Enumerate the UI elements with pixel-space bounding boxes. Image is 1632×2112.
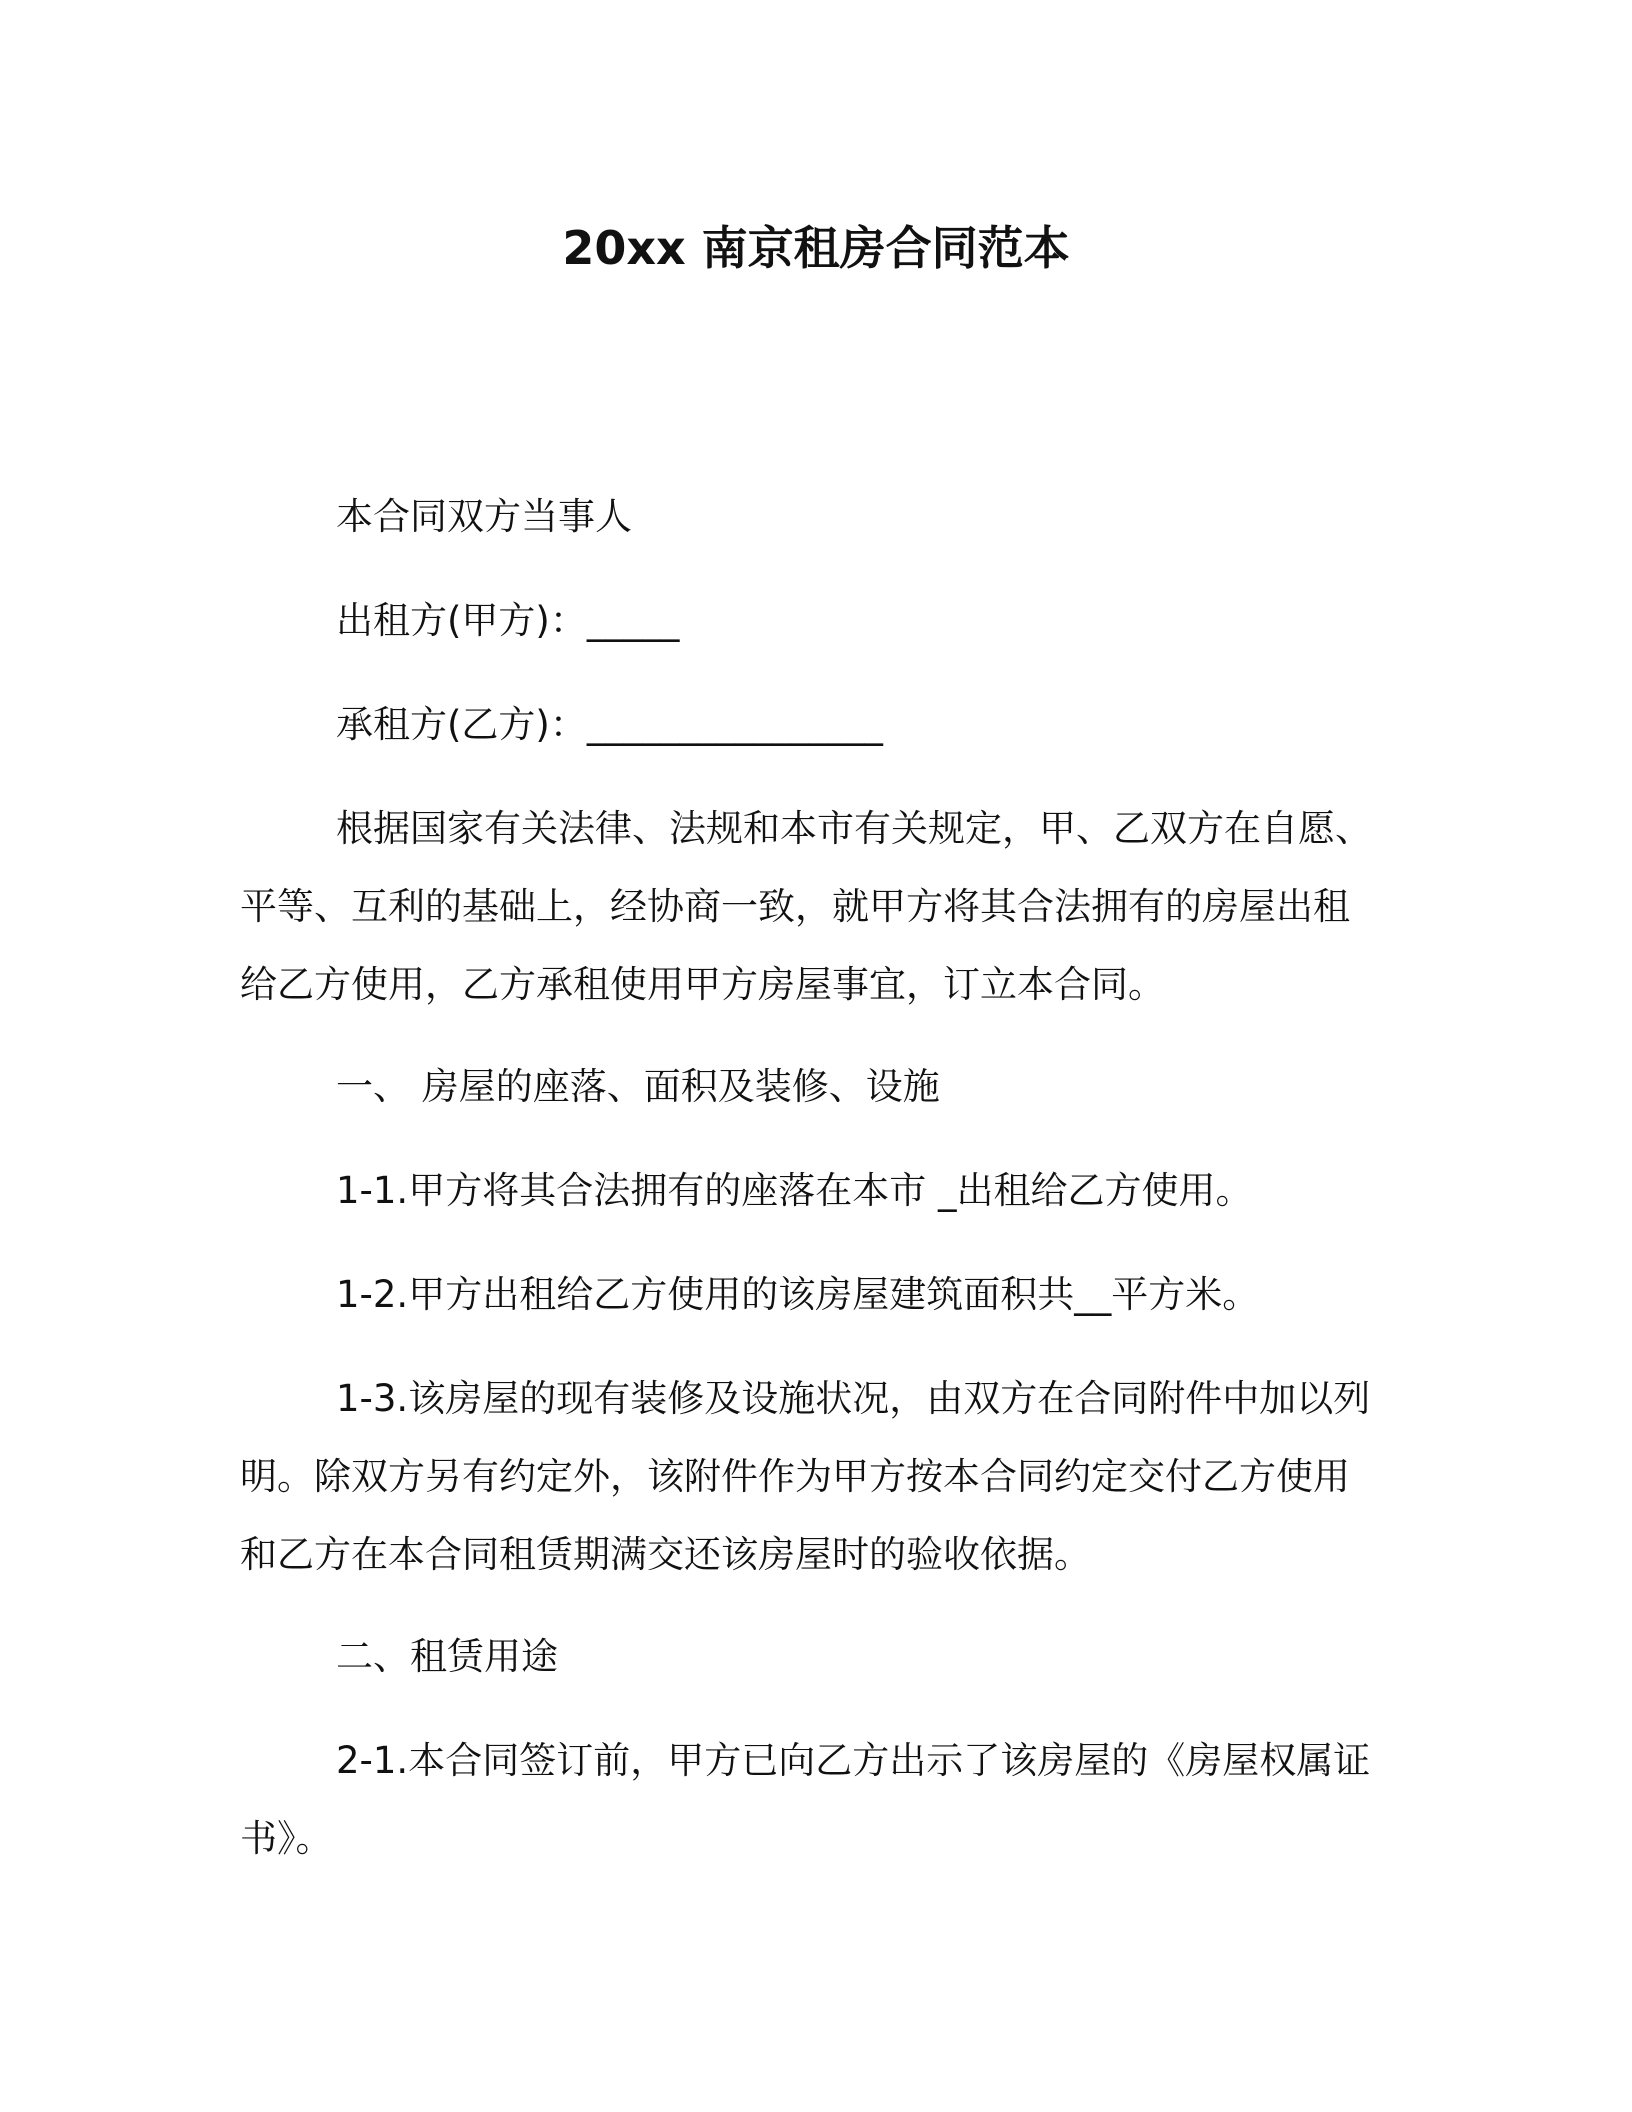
clause-1-3-line-1: 1-3.该房屋的现有装修及设施状况，由双方在合同附件中加以列	[336, 1377, 1371, 1420]
section-2-heading	[240, 1618, 1380, 1696]
document-title: 20xx 南京租房合同范本	[562, 221, 1070, 275]
clause-2-1-line-2: 书》。	[240, 1817, 333, 1860]
intro-line-3: 给乙方使用，乙方承租使用甲方房屋事宜，订立本合同。	[240, 963, 1165, 1006]
clause-1-2	[240, 1256, 1380, 1334]
intro-line-2: 平等、互利的基础上，经协商一致，就甲方将其合法拥有的房屋出租	[240, 885, 1350, 928]
clause-1-3-line-3: 和乙方在本合同租赁期满交还该房屋时的验收依据。	[240, 1533, 1091, 1576]
lessee-line	[240, 686, 1380, 764]
intro-paragraph	[240, 790, 1380, 1024]
clause-1-3-line-2: 明。除双方另有约定外，该附件作为甲方按本合同约定交付乙方使用	[240, 1455, 1350, 1498]
clause-2-1	[240, 1722, 1380, 1878]
clause-1-1-text: 1-1.甲方将其合法拥有的座落在本市 _出租给乙方使用。	[336, 1169, 1253, 1212]
clause-1-1	[240, 1152, 1380, 1230]
section-1-heading	[240, 1048, 1380, 1126]
lessor-text: 出租方(甲方)：_____	[336, 599, 680, 642]
section-2-heading-text: 二、租赁用途	[336, 1635, 558, 1678]
clause-1-3	[240, 1360, 1380, 1594]
intro-line-1: 根据国家有关法律、法规和本市有关规定，甲、乙双方在自愿、	[336, 807, 1372, 850]
lessee-text: 承租方(乙方)：________________	[336, 703, 883, 746]
section-1-heading-text: 一、 房屋的座落、面积及装修、设施	[336, 1065, 940, 1108]
parties-heading	[240, 478, 1380, 556]
clause-1-2-text: 1-2.甲方出租给乙方使用的该房屋建筑面积共__平方米。	[336, 1273, 1260, 1316]
parties-heading-text: 本合同双方当事人	[336, 495, 632, 538]
clause-2-1-line-1: 2-1.本合同签订前，甲方已向乙方出示了该房屋的《房屋权属证	[336, 1739, 1371, 1782]
lessor-line	[240, 582, 1380, 660]
